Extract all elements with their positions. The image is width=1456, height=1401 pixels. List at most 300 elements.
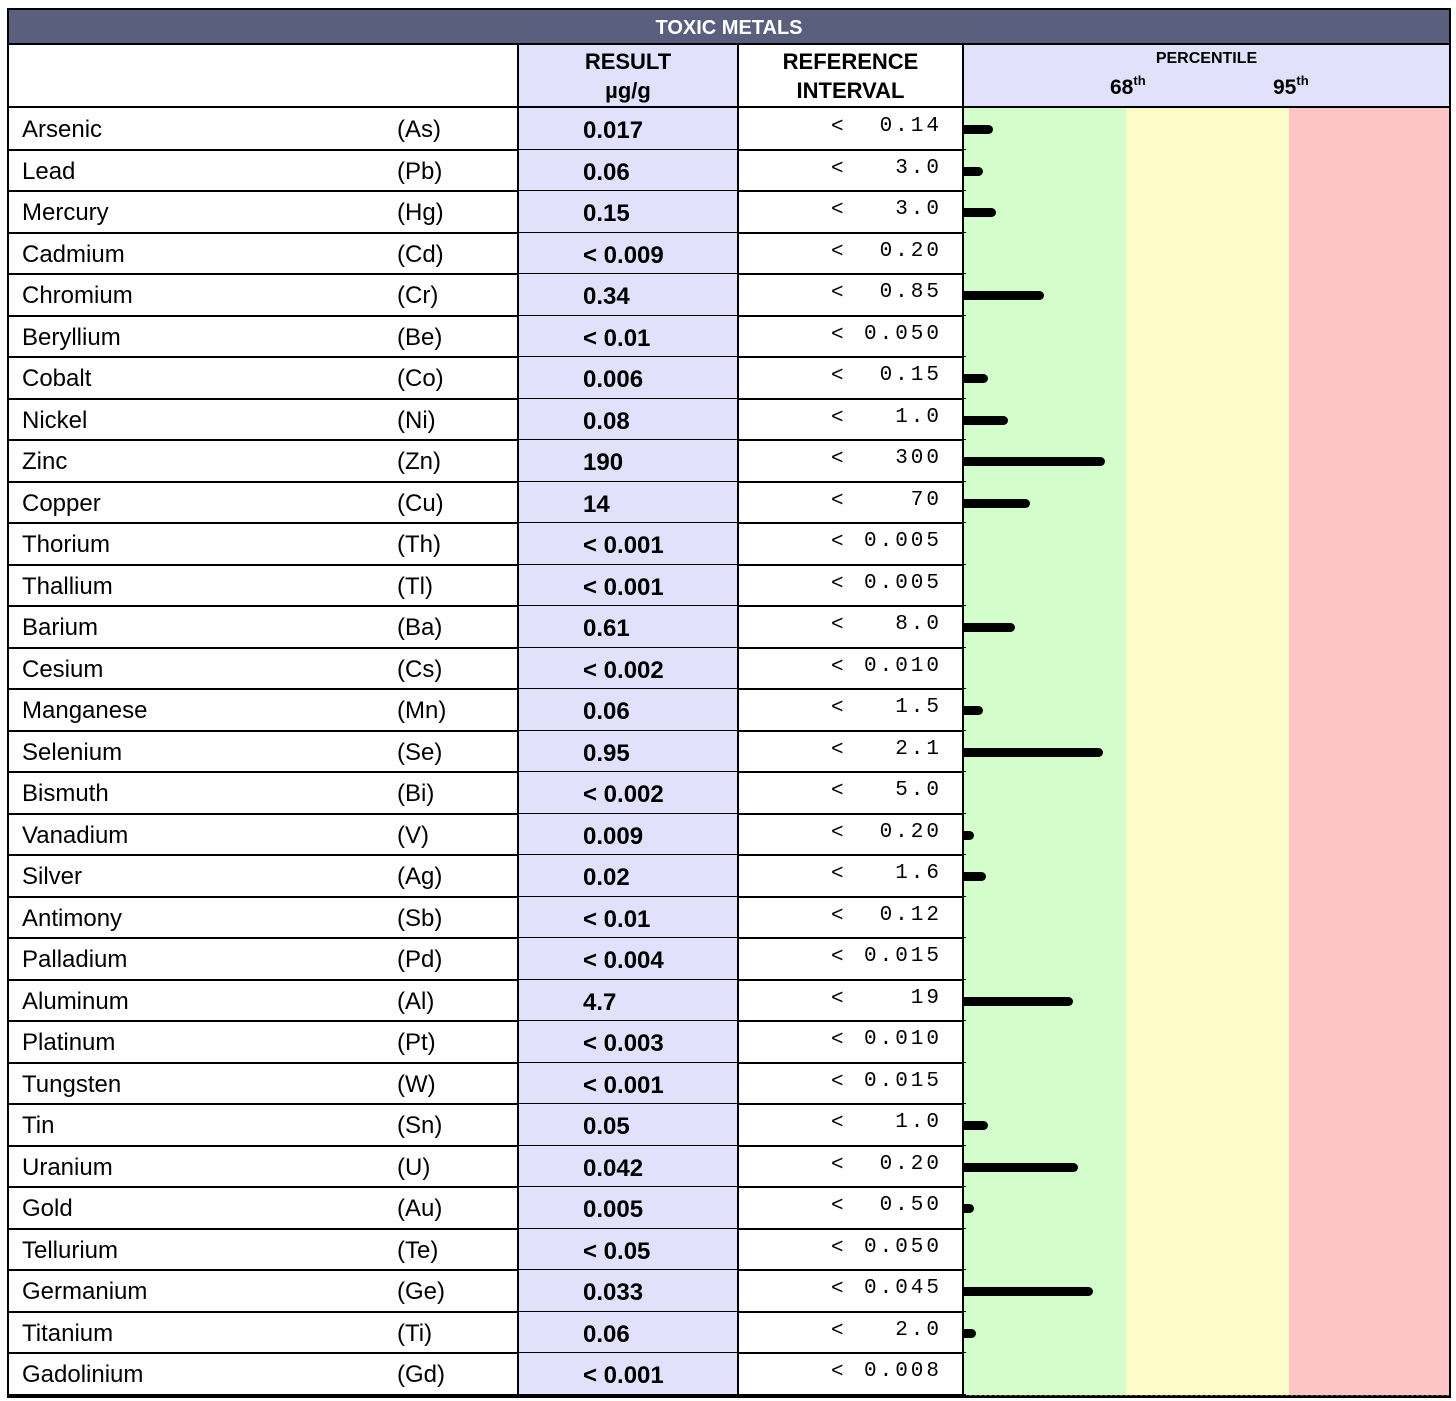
reference-value: 0.15 — [879, 364, 942, 387]
reference-value: 2.0 — [895, 1318, 942, 1342]
table-row — [9, 440, 1449, 482]
reference-less-than: < — [831, 448, 844, 471]
result-value: < 0.01 — [519, 316, 739, 358]
table-row — [9, 731, 1449, 773]
reference-value: 70 — [910, 488, 942, 512]
element-name-cell — [9, 399, 519, 441]
reference-cell — [739, 689, 964, 731]
header-reference-line1: REFERENCE — [782, 49, 919, 74]
percentile-bar — [964, 457, 1105, 466]
element-name: Gold — [22, 1195, 73, 1222]
element-name-cell — [9, 689, 519, 731]
element-name-cell — [9, 565, 519, 607]
reference-cell — [739, 233, 964, 275]
reference-value: 0.20 — [879, 1152, 942, 1176]
element-symbol: (Se) — [397, 738, 443, 766]
reference-cell — [739, 1021, 964, 1063]
reference-cell — [739, 399, 964, 441]
table-row — [9, 689, 1449, 731]
result-value: 0.02 — [519, 855, 739, 897]
percentile-bar — [964, 291, 1044, 300]
percentile-68-value: 68 — [1110, 76, 1134, 99]
result-value: 0.042 — [519, 1146, 739, 1188]
percentile-cell — [964, 1063, 1449, 1105]
element-symbol: (As) — [397, 116, 441, 143]
reference-less-than: < — [831, 116, 844, 139]
percentile-cell — [964, 606, 1449, 648]
reference-less-than: < — [831, 572, 844, 596]
table-title: TOXIC METALS — [9, 10, 1449, 45]
element-symbol: (Tl) — [397, 572, 433, 600]
reference-cell — [739, 897, 964, 939]
percentile-bar — [964, 167, 983, 176]
element-name: Germanium — [22, 1278, 148, 1305]
element-name-cell — [9, 606, 519, 648]
table-row — [9, 1229, 1449, 1271]
result-value: 0.05 — [519, 1104, 739, 1146]
table-row — [9, 316, 1449, 358]
percentile-bar — [964, 831, 974, 840]
element-name: Tellurium — [22, 1236, 119, 1264]
result-value: < 0.001 — [519, 523, 739, 565]
reference-value: 5.0 — [895, 779, 942, 802]
percentile-bar — [964, 1204, 974, 1213]
element-name-cell — [9, 1063, 519, 1105]
element-name-cell — [9, 1312, 519, 1354]
element-name-cell — [9, 357, 519, 399]
reference-cell — [739, 523, 964, 565]
result-value: < 0.009 — [519, 233, 739, 275]
table-row — [9, 1187, 1449, 1229]
element-name: Antimony — [22, 904, 123, 932]
table-row — [9, 482, 1449, 524]
reference-cell — [739, 772, 964, 814]
reference-cell — [739, 1270, 964, 1312]
percentile-cell — [964, 814, 1449, 856]
result-value: 0.005 — [519, 1187, 739, 1229]
header-row — [9, 45, 1449, 108]
reference-value: 1.0 — [895, 1111, 942, 1134]
reference-cell — [739, 1187, 964, 1229]
header-result-label: RESULT — [584, 49, 672, 74]
element-name-cell — [9, 938, 519, 980]
element-symbol: (Cu) — [397, 489, 444, 517]
header-reference — [739, 45, 964, 106]
reference-cell — [739, 1104, 964, 1146]
element-name-cell — [9, 1104, 519, 1146]
reference-less-than: < — [831, 1319, 844, 1343]
percentile-cell — [964, 191, 1449, 233]
reference-less-than: < — [831, 1153, 844, 1177]
reference-less-than: < — [831, 240, 844, 264]
element-name: Tin — [22, 1112, 55, 1139]
reference-less-than: < — [831, 821, 844, 845]
element-symbol: (Zn) — [397, 448, 441, 475]
reference-less-than: < — [831, 738, 844, 762]
element-symbol: (Sb) — [397, 904, 443, 932]
element-symbol: (Mn) — [397, 697, 447, 724]
reference-cell — [739, 1146, 964, 1188]
element-name: Selenium — [22, 738, 123, 766]
reference-cell — [739, 150, 964, 192]
percentile-bar — [964, 1121, 988, 1130]
percentile-cell — [964, 1353, 1449, 1395]
element-name-cell — [9, 150, 519, 192]
header-result-unit: µg/g — [605, 78, 651, 103]
element-name: Beryllium — [22, 323, 121, 351]
reference-cell — [739, 191, 964, 233]
reference-less-than: < — [831, 863, 844, 886]
percentile-cell — [964, 1146, 1449, 1188]
element-name-cell — [9, 731, 519, 773]
result-value: < 0.004 — [519, 938, 739, 980]
table-row — [9, 855, 1449, 897]
percentile-cell — [964, 1104, 1449, 1146]
percentile-cell — [964, 1187, 1449, 1229]
element-name: Manganese — [22, 697, 148, 724]
element-name-cell — [9, 1187, 519, 1229]
percentile-cell — [964, 1229, 1449, 1271]
element-symbol: (Al) — [397, 987, 435, 1015]
reference-cell — [739, 1312, 964, 1354]
reference-value: 0.14 — [879, 115, 942, 138]
element-symbol: (Cr) — [397, 282, 439, 309]
element-symbol: (Ni) — [397, 406, 436, 434]
element-name: Cadmium — [22, 240, 125, 268]
reference-cell — [739, 606, 964, 648]
reference-cell — [739, 316, 964, 358]
result-value: 0.08 — [519, 399, 739, 441]
reference-cell — [739, 980, 964, 1022]
reference-less-than: < — [831, 199, 844, 222]
reference-value: 2.1 — [895, 737, 942, 761]
reference-value: 0.12 — [879, 903, 942, 927]
reference-cell — [739, 731, 964, 773]
percentile-95-marker — [1273, 73, 1309, 100]
element-symbol: (Ge) — [397, 1278, 445, 1305]
table-row — [9, 274, 1449, 316]
reference-value: 8.0 — [895, 613, 942, 636]
result-value: 0.95 — [519, 731, 739, 773]
table-row — [9, 1353, 1449, 1395]
result-value: < 0.002 — [519, 772, 739, 814]
result-value: < 0.001 — [519, 565, 739, 607]
element-name-cell — [9, 316, 519, 358]
reference-less-than: < — [831, 987, 844, 1011]
percentile-bar — [964, 872, 986, 881]
element-symbol: (Be) — [397, 323, 443, 351]
reference-less-than: < — [831, 780, 844, 803]
percentile-bar — [964, 416, 1008, 425]
reference-less-than: < — [831, 904, 844, 928]
percentile-cell — [964, 689, 1449, 731]
reference-less-than: < — [831, 697, 844, 720]
table-row — [9, 1146, 1449, 1188]
element-name: Cesium — [22, 655, 104, 683]
percentile-bar — [964, 499, 1030, 508]
element-name: Arsenic — [22, 116, 103, 143]
table-row — [9, 1063, 1449, 1105]
element-symbol: (Cs) — [397, 655, 443, 683]
percentile-cell — [964, 772, 1449, 814]
table-row — [9, 1270, 1449, 1312]
percentile-bar — [964, 1163, 1078, 1172]
percentile-cell — [964, 316, 1449, 358]
percentile-95-suffix: th — [1296, 73, 1309, 88]
reference-less-than: < — [831, 614, 844, 637]
result-value: < 0.001 — [519, 1353, 739, 1395]
reference-cell — [739, 482, 964, 524]
result-value: 0.009 — [519, 814, 739, 856]
toxic-metals-table — [7, 8, 1451, 1397]
reference-less-than: < — [831, 1029, 844, 1052]
percentile-cell — [964, 523, 1449, 565]
result-value: 0.06 — [519, 689, 739, 731]
element-symbol: (Ti) — [397, 1319, 433, 1347]
reference-value: 0.85 — [879, 281, 942, 304]
element-symbol: (Hg) — [397, 199, 444, 226]
element-name-cell — [9, 482, 519, 524]
percentile-cell — [964, 980, 1449, 1022]
percentile-cell — [964, 1312, 1449, 1354]
reference-value: 1.0 — [895, 405, 942, 429]
reference-cell — [739, 814, 964, 856]
percentile-68-marker — [1110, 73, 1146, 100]
result-value: < 0.003 — [519, 1021, 739, 1063]
element-name: Mercury — [22, 199, 109, 226]
reference-less-than: < — [831, 1278, 844, 1301]
element-symbol: (V) — [397, 821, 429, 849]
table-row — [9, 565, 1449, 607]
reference-less-than: < — [831, 365, 844, 388]
percentile-cell — [964, 482, 1449, 524]
percentile-bar — [964, 748, 1103, 757]
element-name: Titanium — [22, 1319, 114, 1347]
element-name-cell — [9, 980, 519, 1022]
reference-value: 19 — [910, 986, 942, 1010]
percentile-bar — [964, 623, 1015, 632]
percentile-cell — [964, 274, 1449, 316]
percentile-cell — [964, 357, 1449, 399]
element-name-cell — [9, 233, 519, 275]
element-name: Silver — [22, 863, 83, 890]
percentile-bar — [964, 997, 1073, 1006]
percentile-cell — [964, 150, 1449, 192]
result-value: < 0.05 — [519, 1229, 739, 1271]
reference-value: 300 — [895, 447, 942, 470]
reference-value: 0.005 — [863, 571, 942, 595]
reference-value: 0.005 — [863, 530, 942, 553]
element-symbol: (Cd) — [397, 240, 444, 268]
reference-value: 0.50 — [879, 1194, 942, 1217]
element-name: Bismuth — [22, 780, 109, 807]
percentile-cell — [964, 897, 1449, 939]
element-name: Chromium — [22, 282, 133, 309]
element-name: Nickel — [22, 406, 88, 434]
reference-cell — [739, 108, 964, 150]
element-name-cell — [9, 274, 519, 316]
element-name: Cobalt — [22, 365, 92, 392]
table-row — [9, 772, 1449, 814]
reference-less-than: < — [831, 323, 844, 347]
percentile-cell — [964, 399, 1449, 441]
element-name: Copper — [22, 489, 101, 517]
percentile-cell — [964, 1270, 1449, 1312]
table-row — [9, 1104, 1449, 1146]
element-symbol: (Bi) — [397, 780, 435, 807]
element-name-cell — [9, 855, 519, 897]
table-row — [9, 1021, 1449, 1063]
element-symbol: (W) — [397, 1070, 436, 1098]
reference-cell — [739, 1229, 964, 1271]
header-percentile — [964, 45, 1449, 106]
reference-cell — [739, 648, 964, 690]
reference-less-than: < — [831, 1236, 844, 1260]
reference-value: 0.20 — [879, 239, 942, 263]
table-row — [9, 980, 1449, 1022]
reference-value: 1.6 — [895, 862, 942, 885]
percentile-cell — [964, 731, 1449, 773]
percentile-cell — [964, 233, 1449, 275]
reference-less-than: < — [831, 1070, 844, 1094]
element-symbol: (Ag) — [397, 863, 443, 890]
reference-value: 0.010 — [863, 1028, 942, 1051]
percentile-95-value: 95 — [1273, 76, 1297, 99]
reference-value: 0.008 — [863, 1360, 942, 1383]
result-value: 0.61 — [519, 606, 739, 648]
reference-cell — [739, 440, 964, 482]
reference-less-than: < — [831, 282, 844, 305]
header-result — [519, 45, 739, 106]
percentile-cell — [964, 1021, 1449, 1063]
result-value: 0.15 — [519, 191, 739, 233]
element-name-cell — [9, 523, 519, 565]
element-name-cell — [9, 1021, 519, 1063]
element-symbol: (Ba) — [397, 614, 443, 641]
result-value: 0.06 — [519, 1312, 739, 1354]
table-row — [9, 648, 1449, 690]
reference-value: 0.015 — [863, 1069, 942, 1093]
element-name: Aluminum — [22, 987, 129, 1015]
percentile-bar — [964, 706, 983, 715]
element-name: Lead — [22, 157, 76, 185]
table-row — [9, 523, 1449, 565]
reference-value: 0.010 — [863, 654, 942, 678]
table-row — [9, 897, 1449, 939]
result-value: 4.7 — [519, 980, 739, 1022]
reference-cell — [739, 938, 964, 980]
reference-less-than: < — [831, 1112, 844, 1135]
reference-cell — [739, 1063, 964, 1105]
element-name-cell — [9, 772, 519, 814]
reference-value: 3.0 — [895, 156, 942, 180]
element-name-cell — [9, 1229, 519, 1271]
element-name: Zinc — [22, 448, 68, 475]
header-percentile-label: PERCENTILE — [1155, 50, 1258, 67]
reference-cell — [739, 1353, 964, 1395]
result-value: 190 — [519, 440, 739, 482]
element-name-cell — [9, 191, 519, 233]
reference-cell — [739, 274, 964, 316]
element-symbol: (Au) — [397, 1195, 443, 1222]
result-value: < 0.01 — [519, 897, 739, 939]
element-name-cell — [9, 814, 519, 856]
reference-less-than: < — [831, 157, 844, 181]
element-name: Palladium — [22, 946, 128, 973]
element-name-cell — [9, 1270, 519, 1312]
element-name-cell — [9, 897, 519, 939]
element-name: Thallium — [22, 572, 113, 600]
table-row — [9, 150, 1449, 192]
result-value: 14 — [519, 482, 739, 524]
result-value: < 0.002 — [519, 648, 739, 690]
reference-value: 0.045 — [863, 1277, 942, 1300]
element-symbol: (Th) — [397, 531, 441, 558]
reference-value: 0.015 — [863, 945, 942, 968]
element-name-cell — [9, 1353, 519, 1395]
element-name-cell — [9, 108, 519, 150]
percentile-bar — [964, 374, 988, 383]
percentile-cell — [964, 648, 1449, 690]
element-symbol: (Sn) — [397, 1112, 443, 1139]
table-row — [9, 191, 1449, 233]
percentile-cell — [964, 938, 1449, 980]
element-name: Platinum — [22, 1029, 116, 1056]
result-value: 0.017 — [519, 108, 739, 150]
element-name: Tungsten — [22, 1070, 122, 1098]
percentile-cell — [964, 440, 1449, 482]
reference-less-than: < — [831, 489, 844, 513]
element-name-cell — [9, 440, 519, 482]
reference-value: 1.5 — [895, 696, 942, 719]
percentile-cell — [964, 855, 1449, 897]
reference-less-than: < — [831, 946, 844, 969]
result-value: 0.033 — [519, 1270, 739, 1312]
table-row — [9, 606, 1449, 648]
header-reference-line2: INTERVAL — [796, 78, 905, 103]
percentile-bar — [964, 1329, 976, 1338]
element-symbol: (Te) — [397, 1236, 439, 1264]
reference-value: 0.20 — [879, 820, 942, 844]
percentile-bar — [964, 1287, 1093, 1296]
result-value: 0.06 — [519, 150, 739, 192]
rows-container — [9, 108, 1449, 1395]
element-symbol: (Pd) — [397, 946, 443, 973]
element-name: Gadolinium — [22, 1361, 144, 1388]
result-value: 0.006 — [519, 357, 739, 399]
header-name-cell — [9, 45, 519, 106]
element-name-cell — [9, 1146, 519, 1188]
reference-less-than: < — [831, 406, 844, 430]
element-name: Vanadium — [22, 821, 129, 849]
percentile-bar — [964, 208, 996, 217]
reference-value: 3.0 — [895, 198, 942, 221]
reference-value: 0.050 — [863, 1235, 942, 1259]
reference-cell — [739, 565, 964, 607]
reference-less-than: < — [831, 655, 844, 679]
reference-less-than: < — [831, 1361, 844, 1384]
element-name: Thorium — [22, 531, 111, 558]
bottom-rule — [7, 1396, 1451, 1398]
table-row — [9, 357, 1449, 399]
reference-less-than: < — [831, 531, 844, 554]
reference-cell — [739, 855, 964, 897]
element-name: Barium — [22, 614, 99, 641]
reference-less-than: < — [831, 1195, 844, 1218]
result-value: < 0.001 — [519, 1063, 739, 1105]
table-row — [9, 233, 1449, 275]
element-symbol: (Pb) — [397, 157, 443, 185]
